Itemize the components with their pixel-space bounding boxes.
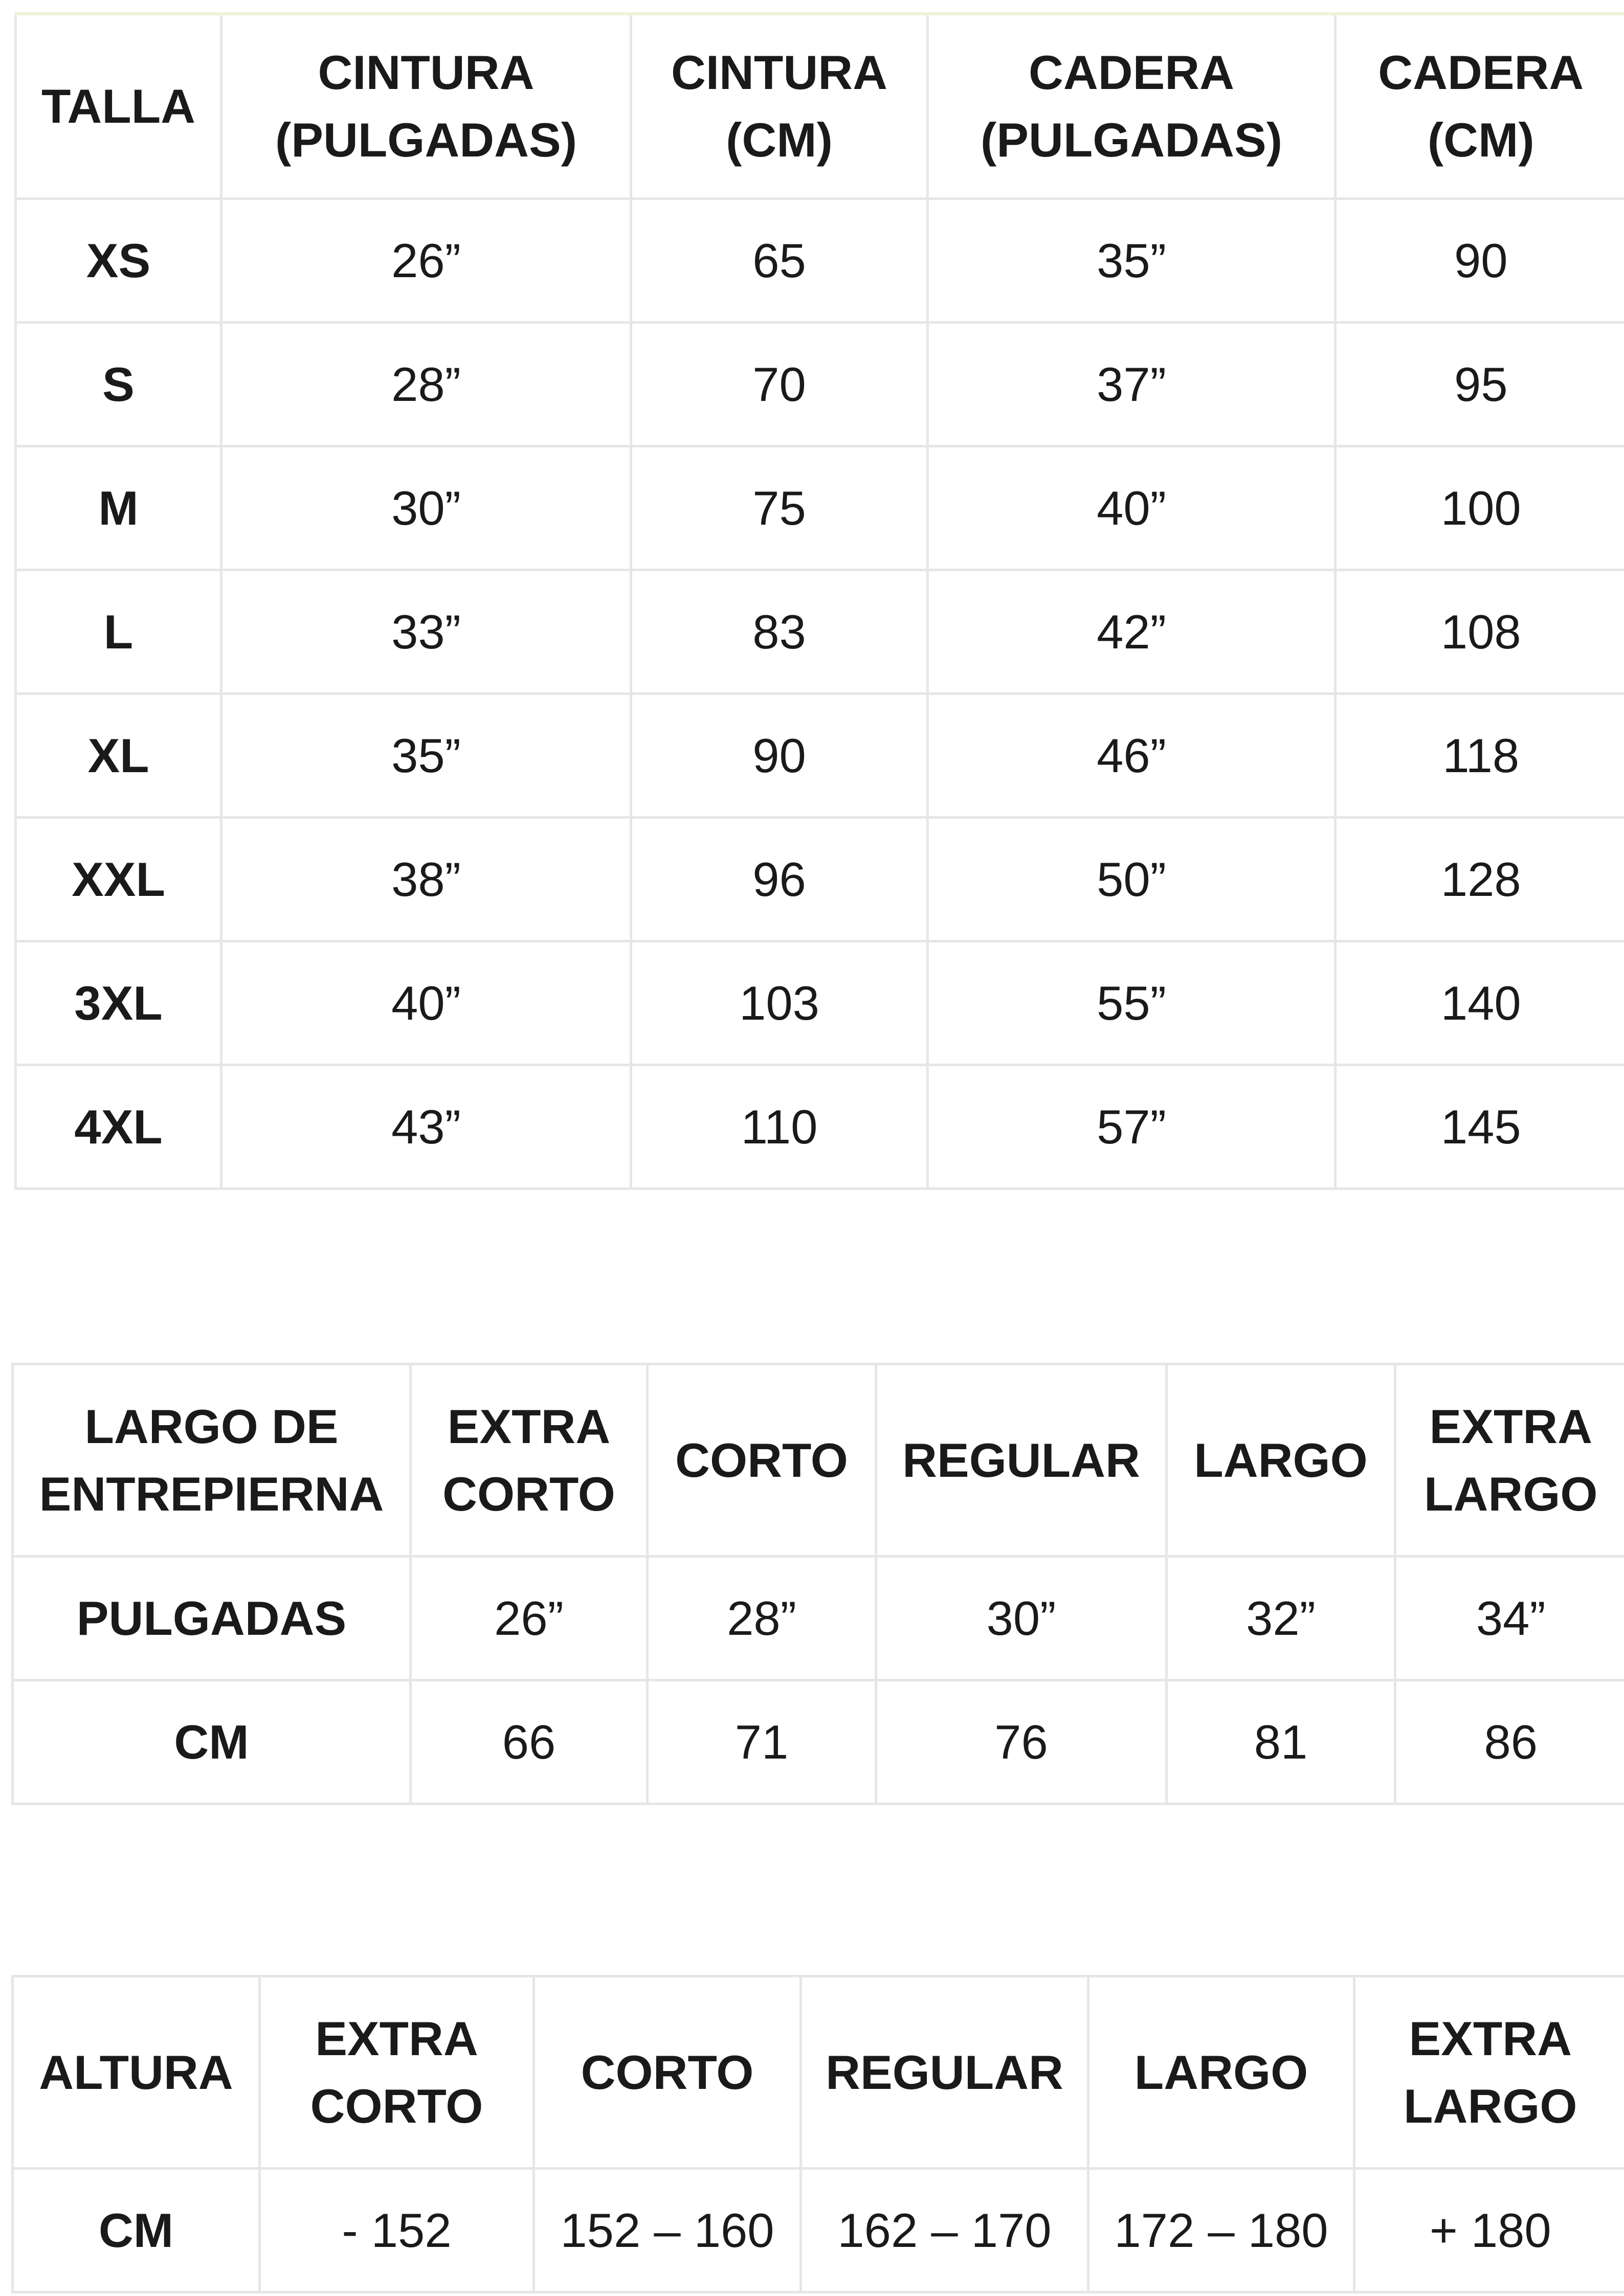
- table-row: [16, 446, 1624, 570]
- table-cell: 108: [1336, 570, 1624, 694]
- table-row: [16, 199, 1624, 323]
- unit-cell: PULGADAS: [13, 1557, 411, 1680]
- header-extra-short-label: EXTRA CORTO: [310, 2011, 483, 2133]
- header-cell: [631, 14, 928, 199]
- table-header-row: [13, 1976, 1624, 2169]
- size-cell: 4XL: [16, 1065, 221, 1189]
- header-hip-cm-label: CADERA (CM): [1378, 46, 1584, 167]
- table-cell: 70: [631, 323, 928, 446]
- table-cell: 118: [1336, 694, 1624, 818]
- header-cell: [16, 14, 221, 199]
- table-cell: 86: [1395, 1680, 1624, 1804]
- table-cell: 46”: [928, 694, 1336, 818]
- table-cell: 40”: [221, 941, 631, 1065]
- table-row: [16, 1065, 1624, 1189]
- table-cell: 26”: [221, 199, 631, 323]
- table-cell: - 152: [260, 2169, 534, 2292]
- table-cell: 96: [631, 818, 928, 941]
- header-hip-in-label: CADERA (PULGADAS): [980, 46, 1283, 167]
- table-cell: 28”: [648, 1557, 876, 1680]
- table-cell: 34”: [1395, 1557, 1624, 1680]
- table-cell: 71: [648, 1680, 876, 1804]
- table-cell: 35”: [221, 694, 631, 818]
- size-cell: XXL: [16, 818, 221, 941]
- header-long-label: LARGO: [1134, 2045, 1308, 2099]
- header-regular-label: REGULAR: [826, 2045, 1063, 2099]
- header-cell: [1336, 14, 1624, 199]
- header-cell: [1167, 1364, 1395, 1557]
- table-row: [13, 1680, 1624, 1804]
- table-cell: 32”: [1167, 1557, 1395, 1680]
- table-cell: 172 – 180: [1088, 2169, 1354, 2292]
- table-cell: 128: [1336, 818, 1624, 941]
- header-cell: [1088, 1976, 1354, 2169]
- table-cell: 90: [1336, 199, 1624, 323]
- header-inseam-label: LARGO DE ENTREPIERNA: [39, 1399, 384, 1521]
- header-cell: [928, 14, 1336, 199]
- table-cell: 55”: [928, 941, 1336, 1065]
- header-regular-label: REGULAR: [902, 1433, 1140, 1487]
- table-cell: 76: [876, 1680, 1167, 1804]
- table-cell: 145: [1336, 1065, 1624, 1189]
- table-cell: 50”: [928, 818, 1336, 941]
- header-short-label: CORTO: [675, 1433, 848, 1487]
- table-cell: 152 – 160: [534, 2169, 801, 2292]
- table-cell: 65: [631, 199, 928, 323]
- table-cell: 95: [1336, 323, 1624, 446]
- header-cell: [221, 14, 631, 199]
- table-cell: 81: [1167, 1680, 1395, 1804]
- table-cell: 57”: [928, 1065, 1336, 1189]
- size-cell: 3XL: [16, 941, 221, 1065]
- header-cell: [13, 1364, 411, 1557]
- table-row: [16, 941, 1624, 1065]
- header-cell: [534, 1976, 801, 2169]
- table-cell: 110: [631, 1065, 928, 1189]
- header-cell: [648, 1364, 876, 1557]
- table-row: [16, 818, 1624, 941]
- header-waist-cm-label: CINTURA (CM): [671, 46, 887, 167]
- header-cell: [1395, 1364, 1624, 1557]
- table-cell: 83: [631, 570, 928, 694]
- table-header-row: [16, 14, 1624, 199]
- table-cell: 37”: [928, 323, 1336, 446]
- header-extra-long-label: EXTRA LARGO: [1424, 1399, 1598, 1521]
- table-cell: 42”: [928, 570, 1336, 694]
- height-range-table: [11, 1975, 1624, 2293]
- table-row: [13, 2169, 1624, 2292]
- table-cell: 103: [631, 941, 928, 1065]
- size-cell: XS: [16, 199, 221, 323]
- header-extra-short-label: EXTRA CORTO: [442, 1399, 615, 1521]
- table-cell: 33”: [221, 570, 631, 694]
- table-cell: 100: [1336, 446, 1624, 570]
- table-cell: 35”: [928, 199, 1336, 323]
- table-row: [13, 1557, 1624, 1680]
- table-cell: 66: [411, 1680, 648, 1804]
- table-row: [16, 323, 1624, 446]
- table-row: [16, 694, 1624, 818]
- header-cell: [801, 1976, 1088, 2169]
- unit-cell: CM: [13, 1680, 411, 1804]
- header-height-label: ALTURA: [39, 2045, 233, 2099]
- header-cell: [13, 1976, 260, 2169]
- header-cell: [260, 1976, 534, 2169]
- table-cell: 40”: [928, 446, 1336, 570]
- inseam-length-table: [11, 1363, 1624, 1805]
- header-size-label: TALLA: [41, 79, 196, 133]
- size-cell: XL: [16, 694, 221, 818]
- table-cell: 140: [1336, 941, 1624, 1065]
- header-extra-long-label: EXTRA LARGO: [1404, 2011, 1577, 2133]
- waist-hip-size-table: [14, 12, 1624, 1190]
- table-row: [16, 570, 1624, 694]
- unit-cell: CM: [13, 2169, 260, 2292]
- size-cell: M: [16, 446, 221, 570]
- table-cell: 162 – 170: [801, 2169, 1088, 2292]
- table-cell: 30”: [876, 1557, 1167, 1680]
- table-cell: 30”: [221, 446, 631, 570]
- table-cell: 90: [631, 694, 928, 818]
- size-cell: S: [16, 323, 221, 446]
- table-cell: 75: [631, 446, 928, 570]
- table-cell: 38”: [221, 818, 631, 941]
- header-cell: [1354, 1976, 1624, 2169]
- header-cell: [876, 1364, 1167, 1557]
- table-header-row: [13, 1364, 1624, 1557]
- header-waist-in-label: CINTURA (PULGADAS): [275, 46, 577, 167]
- table-cell: 28”: [221, 323, 631, 446]
- table-cell: 43”: [221, 1065, 631, 1189]
- header-short-label: CORTO: [581, 2045, 754, 2099]
- table-cell: 26”: [411, 1557, 648, 1680]
- size-cell: L: [16, 570, 221, 694]
- header-cell: [411, 1364, 648, 1557]
- table-cell: + 180: [1354, 2169, 1624, 2292]
- header-long-label: LARGO: [1194, 1433, 1368, 1487]
